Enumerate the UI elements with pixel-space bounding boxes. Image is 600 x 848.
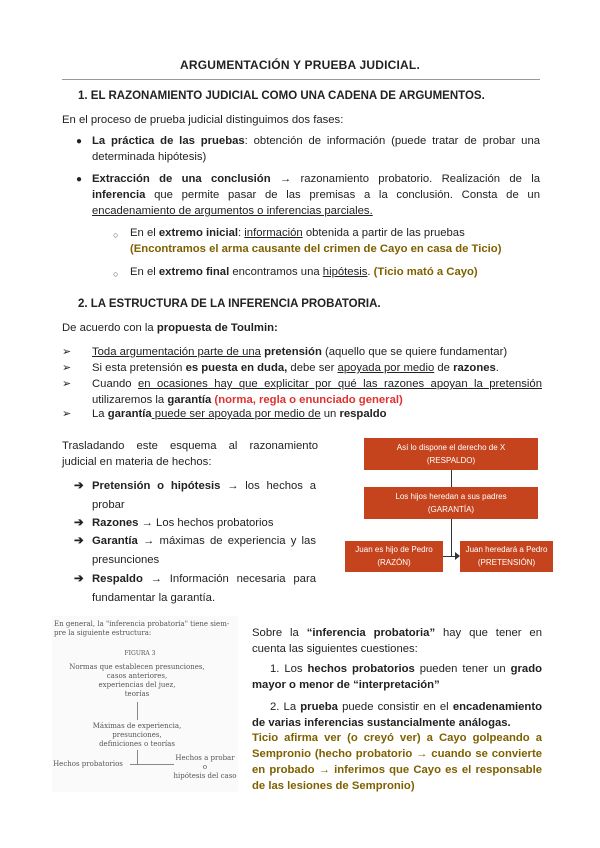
diagram-respaldo-box: Así lo dispone el derecho de X (RESPALDO) bbox=[364, 438, 538, 470]
arrow-icon: ➔ bbox=[74, 517, 84, 529]
circle-bullet-icon: ○ bbox=[113, 230, 119, 240]
diagram-garantia-box: Los hijos heredan a sus padres (GARANTÍA) bbox=[364, 487, 538, 519]
figure-caption: En general, la "inferencia probatoria" tiene siem- pre la siguiente estructura: bbox=[54, 620, 230, 637]
arrowhead-icon: ➢ bbox=[62, 408, 72, 420]
bullet-practica: La práctica de las pruebas: obtención de información (puede tratar de probar una determinada hipótesis) bbox=[92, 135, 541, 163]
diagram-pretension-box: Juan heredará a Pedro (PRETENSIÓN) bbox=[460, 541, 553, 572]
bullet-icon: ● bbox=[76, 174, 83, 185]
arrowhead-icon: ➢ bbox=[62, 378, 72, 390]
figure-top-node: Normas que establecen presunciones, casos anteriores, experiencias del juez, teorías bbox=[69, 663, 205, 698]
page-title: ARGUMENTACIÓN Y PRUEBA JUDICIAL. bbox=[180, 58, 420, 72]
toulmin-item-pretension: Toda argumentación parte de una pretensión (aquello que se quiere fundamentar) bbox=[92, 346, 508, 358]
diagram-razon-box: Juan es hijo de Pedro (RAZÓN) bbox=[345, 541, 443, 572]
arrowhead-icon: ➢ bbox=[62, 346, 72, 358]
mapping-respaldo: Respaldo → Información necesaria para fundamentar la garantía. bbox=[92, 573, 316, 604]
figure-mid-node: Máximas de experiencia, presunciones, definiciones o teorías bbox=[92, 722, 182, 748]
toulmin-item-razones: Si esta pretensión es puesta en duda, debe ser apoyada por medio de razones. bbox=[92, 362, 499, 374]
figure-connector bbox=[137, 702, 138, 720]
figure-right-node: Hechos a probar o hipótesis del caso bbox=[173, 754, 237, 780]
figure-left-node: Hechos probatorios bbox=[53, 760, 123, 768]
toulmin-item-garantia: Cuando en ocasiones hay que explicitar por qué las razones apoyan la pretensión utilizaremos la garantía (norma, regla o enunciado general) bbox=[92, 378, 542, 406]
scanned-figure bbox=[52, 616, 238, 792]
section-2-heading: 2. LA ESTRUCTURA DE LA INFERENCIA PROBATORIA. bbox=[78, 298, 381, 310]
cuestion-1: 1. Los hechos probatorios pueden tener un grado mayor o menor de “interpretación” bbox=[252, 663, 542, 691]
arrow-icon: ➔ bbox=[74, 573, 84, 585]
arrowhead-icon: ➢ bbox=[62, 362, 72, 374]
trasladando-paragraph: Trasladando este esquema al razonamiento judicial en materia de hechos: bbox=[62, 440, 318, 468]
ejemplo-ticio: Ticio afirma ver (o creyó ver) a Cayo golpeando a Sempronio (hecho probatorio → cuando se convierte en probado → inferimos que Cayo es el responsable de las lesiones de Sempronio) bbox=[252, 732, 542, 792]
circle-bullet-icon: ○ bbox=[113, 269, 119, 279]
figure-arrow-line bbox=[130, 764, 174, 765]
subbullet-extremo-final: En el extremo final encontramos una hipótesis. (Ticio mató a Cayo) bbox=[130, 266, 478, 278]
title-divider bbox=[62, 79, 540, 80]
mapping-razones: Razones → Los hechos probatorios bbox=[92, 517, 274, 529]
toulmin-item-respaldo: La garantía puede ser apoyada por medio de un respaldo bbox=[92, 408, 387, 420]
section-1-heading: 1. EL RAZONAMIENTO JUDICIAL COMO UNA CADENA DE ARGUMENTOS. bbox=[78, 90, 485, 102]
inferencia-intro: Sobre la “inferencia probatoria” hay que tener en cuenta las siguientes cuestiones: bbox=[252, 627, 542, 655]
bullet-extraccion: Extracción de una conclusión → razonamiento probatorio. Realización de la inferencia que permite pasar de las premisas a la conclusión. Consta de un encadenamiento de argumentos o inferencias parciales. bbox=[92, 173, 541, 217]
subbullet-extremo-inicial: En el extremo inicial: información obtenida a partir de las pruebas (Encontramos el arma causante del crimen de Cayo en casa de Ticio) bbox=[130, 227, 502, 255]
cuestion-2: 2. La prueba puede consistir en el encadenamiento de varias inferencias sustancialmente análogas. bbox=[252, 701, 542, 729]
mapping-pretension: Pretensión o hipótesis → los hechos a probar bbox=[92, 480, 316, 511]
diagram-connector bbox=[451, 470, 452, 487]
arrow-icon: ➔ bbox=[74, 480, 84, 492]
diagram-connector bbox=[451, 519, 452, 557]
figure-label: FIGURA 3 bbox=[124, 650, 156, 657]
arrow-icon: ➔ bbox=[74, 535, 84, 547]
section-2-intro: De acuerdo con la propuesta de Toulmin: bbox=[62, 322, 278, 334]
bullet-icon: ● bbox=[76, 136, 83, 147]
mapping-garantia: Garantía → máximas de experiencia y las presunciones bbox=[92, 535, 316, 566]
section-1-intro: En el proceso de prueba judicial distinguimos dos fases: bbox=[62, 114, 344, 126]
